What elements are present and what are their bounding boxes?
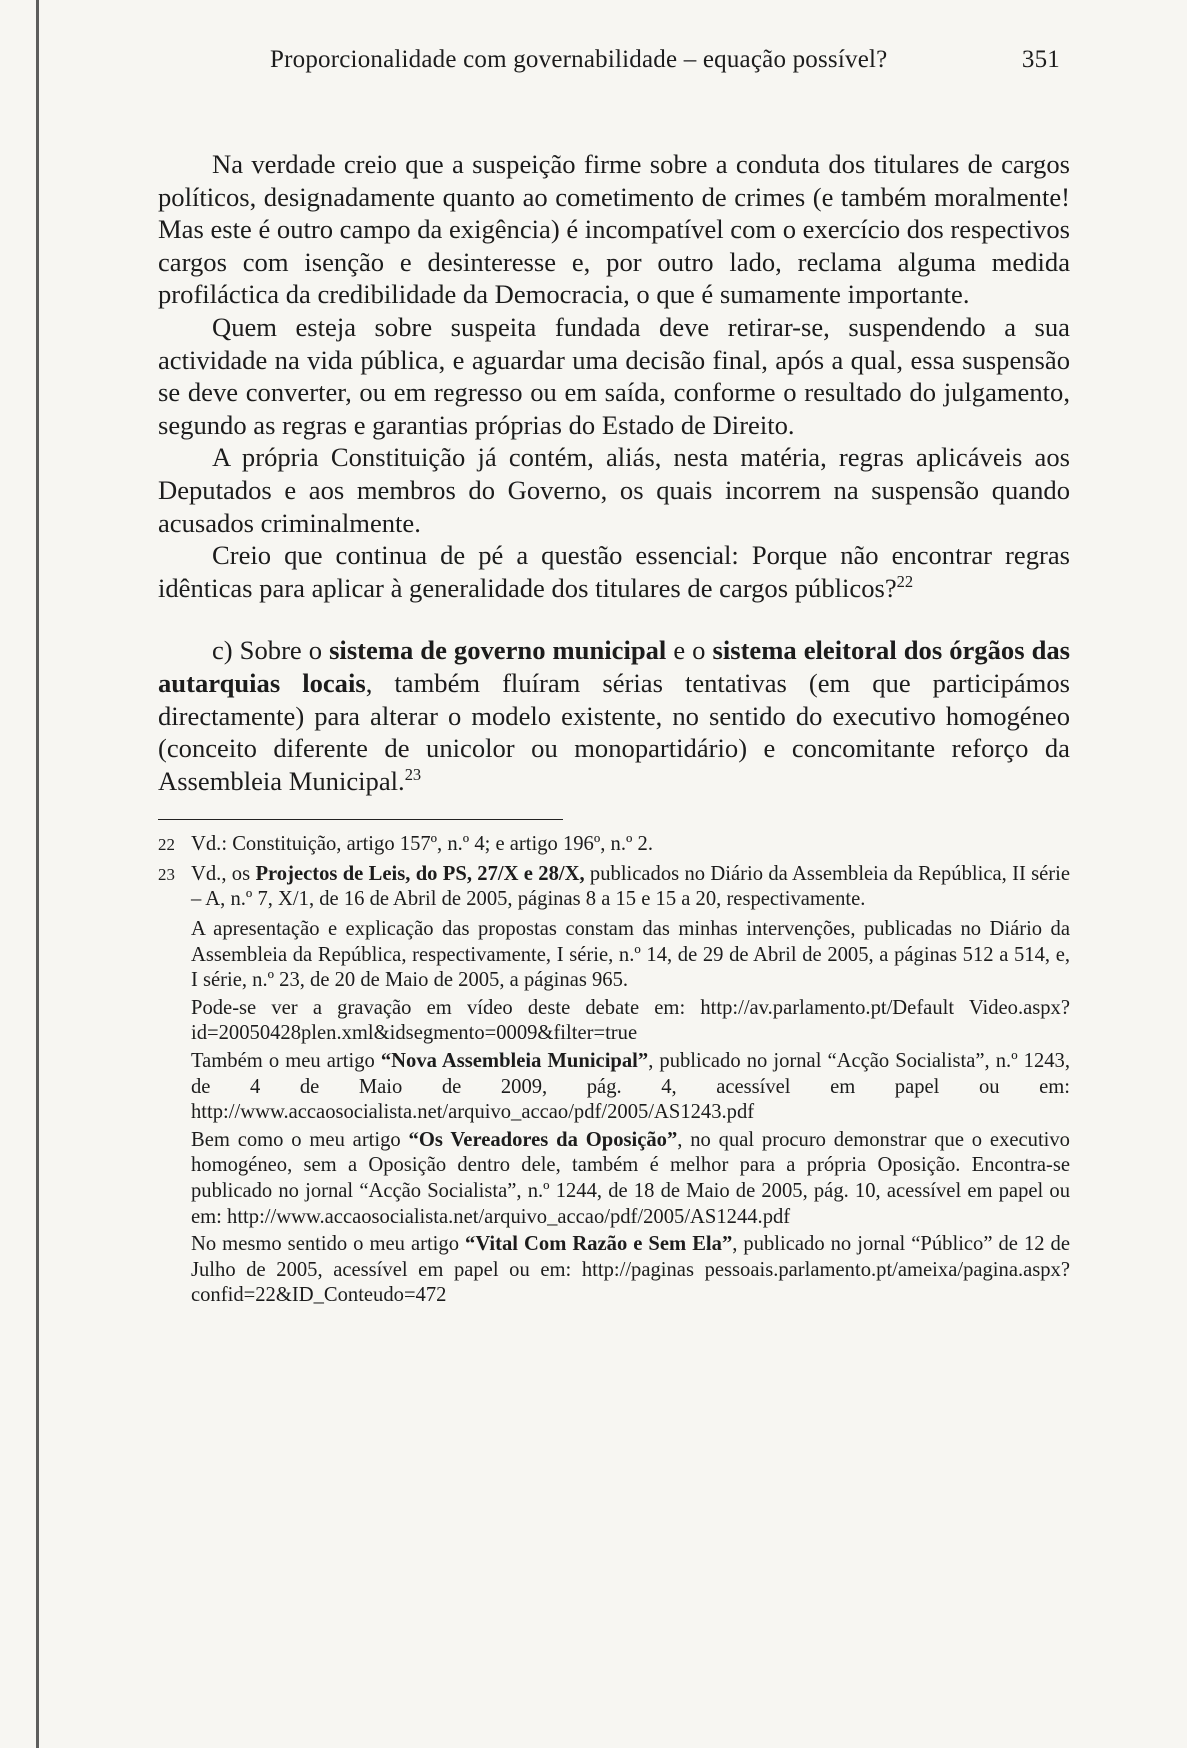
footnote-23: 23 Vd., os Projectos de Leis, do PS, 27/X e 28/X, publicados no Diário da Assembleia da República, II série – A, n.º 7, X/1, de 16 de Abril de 2005, páginas 8 a 15 e 15 a 20, respectivamente. (158, 862, 1070, 911)
footnote-number: 22 (158, 835, 175, 855)
footnotes (158, 832, 1070, 1309)
paragraph-3: A própria Constituição já contém, aliás, nesta matéria, regras aplicáveis aos Deputados e aos membros do Governo, os quais incorrem na suspensão quando acusados criminalmente. (158, 442, 1070, 538)
footnote-separator (158, 819, 563, 820)
footnote-23-article-vital[interactable]: No mesmo sentido o meu artigo “Vital Com Razão e Sem Ela”, publicado no jornal “Público” de 12 de Julho de 2005, acessível em papel ou em: http://paginas pessoais.parlamento.pt/ameixa/pagina.aspx?confid=22&ID_Conteudo=472 (191, 1233, 1070, 1307)
page-content (158, 46, 1070, 1311)
footnote-23-article-nova-assembleia[interactable]: Também o meu artigo “Nova Assembleia Municipal”, publicado no jornal “Acção Socialista”, n.º 1243, de 4 de Maio de 2009, pág. 4, acessível em papel ou em: http://www.accaosocialista.net/arquivo_accao/pdf/2005/AS1243.pdf (191, 1050, 1070, 1124)
footnote-23-video-link[interactable]: Pode-se ver a gravação em vídeo deste debate em: http://av.parlamento.pt/Default Video.aspx?id=20050428plen.xml&idsegmento=0009&filter=true (191, 996, 1070, 1045)
running-title: Proporcionalidade com governabilidade – equação possível? (270, 46, 888, 73)
page-number: 351 (1021, 46, 1060, 73)
bold-term-electoral-system: sistema eleitoral dos órgãos das autarquias locais (158, 635, 1071, 698)
footnote-number: 23 (158, 864, 175, 884)
footnote-23-explanation: A apresentação e explicação das propostas constam das minhas intervenções, publicadas no Diário da Assembleia da República, respectivamente, I série, n.º 14, de 29 de Abril de 2005, a páginas 512 a 514, e, I série, n.º 23, de 20 de Maio de 2005, a páginas 965. (191, 918, 1070, 992)
footnote-23-article-vereadores[interactable]: Bem como o meu artigo “Os Vereadores da Oposição”, no qual procuro demonstrar que o executivo homogéneo, sem a Oposição dentro dele, também é melhor para a própria Oposição. Encontra-se publicado no jornal “Acção Socialista”, n.º 1244, de 18 de Maio de 2005, pág. 10, acessível em papel ou em: http://www.accaosocialista.net/arquivo_accao/pdf/2005/AS1244.pdf (191, 1128, 1070, 1228)
footnote-ref-22[interactable]: 22 (896, 571, 914, 591)
body-text (158, 148, 1070, 797)
footnote-ref-23[interactable]: 23 (404, 764, 422, 784)
paragraph-1: Na verdade creio que a suspeição firme sobre a conduta dos titulares de cargos políticos, designadamente quanto ao cometimento de crimes (e também moralmente! Mas este é outro campo da exigência) é incompatível com o exercício dos respectivos cargos com isenção e desinteresse e, por outro lado, reclama alguma medida profiláctica da credibilidade da Democracia, o que é sumamente importante. (158, 149, 1070, 310)
running-header (158, 46, 1070, 86)
paragraph-2: Quem esteja sobre suspeita fundada deve retirar-se, suspendendo a sua actividade na vida pública, e aguardar uma decisão final, após a qual, essa suspensão se deve converter, ou em regresso ou em saída, conforme o resultado do julgamento, segundo as regras e garantias próprias do Estado de Direito. (158, 311, 1070, 440)
footnote-22: 22 Vd.: Constituição, artigo 157º, n.º 4; e artigo 196º, n.º 2. (158, 832, 1070, 858)
page-binding-edge (36, 0, 39, 1748)
section-c-paragraph: c) Sobre o sistema de governo municipal e o sistema eleitoral dos órgãos das autarquias locais, também fluíram sérias tentativas (em que participámos directamente) para alterar o modelo existente, no sentido do executivo homogéneo (conceito diferente de unicolor ou monopartidário) e concomitante reforço da Assembleia Municipal.$^{23}$ (158, 635, 1071, 796)
paragraph-4: Creio que continua de pé a questão essencial: Porque não encontrar regras idênticas para aplicar à generalidade dos titulares de cargos públicos?$^{22}$ (158, 540, 1070, 603)
bold-term-municipal-government: sistema de governo municipal (329, 635, 667, 666)
